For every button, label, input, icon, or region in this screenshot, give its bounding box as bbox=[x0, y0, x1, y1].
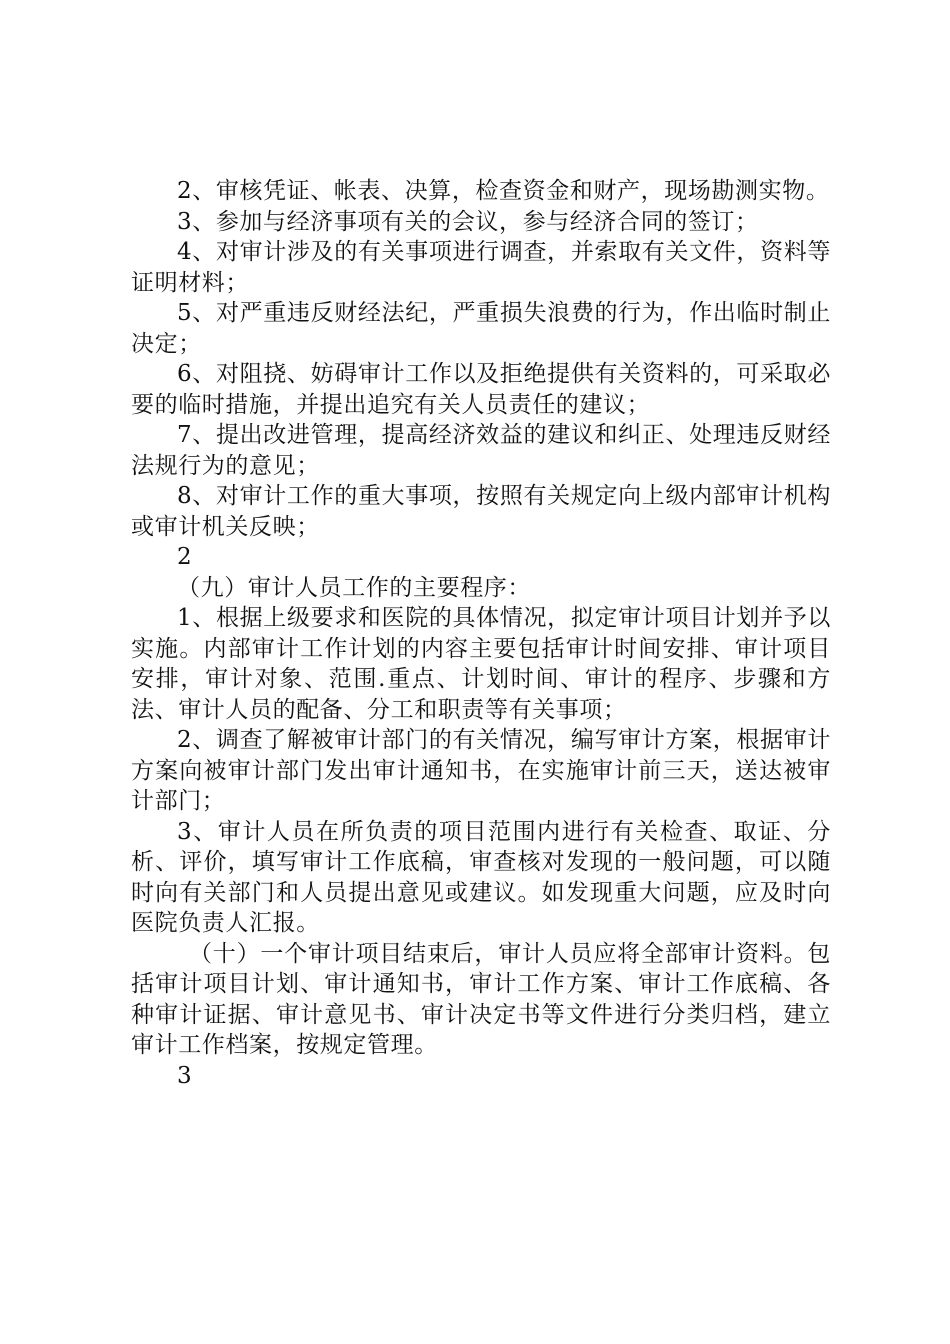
list-item-6: 6、对阻挠、妨碍审计工作以及拒绝提供有关资料的，可采取必要的临时措施，并提出追究有关人员责任的建议； bbox=[131, 361, 831, 418]
page-number: 2 bbox=[177, 544, 193, 570]
list-item-3: 3、参加与经济事项有关的会议，参与经济合同的签订； bbox=[177, 208, 759, 235]
procedure-item-2: 2、调查了解被审计部门的有关情况，编写审计方案，根据审计方案向被审计部门发出审计通知书，在实施审计前三天，送达被审计部门； bbox=[131, 727, 831, 814]
list-item-8: 8、对审计工作的重大事项，按照有关规定向上级内部审计机构或审计机关反映； bbox=[131, 483, 831, 540]
procedure-item-3: 3、审计人员在所负责的项目范围内进行有关检查、取证、分析、评价，填写审计工作底稿，审查核对发现的一般问题，可以随时向有关部门和人员提出意见或建议。如发现重大问题，应及时向医院负责人汇报。 bbox=[131, 818, 831, 936]
list-item-2: 2、审核凭证、帐表、决算，检查资金和财产，现场勘测实物。 bbox=[177, 178, 830, 204]
procedure-item-1: 1、根据上级要求和医院的具体情况，拟定审计项目计划并予以实施。内部审计工作计划的内容主要包括审计时间安排、审计项目安排，审计对象、范围.重点、计划时间、审计的程序、步骤和方法、审计人员的配备、分工和职责等有关事项； bbox=[131, 605, 831, 723]
page-number: 3 bbox=[177, 1062, 193, 1089]
list-item-5: 5、对严重违反财经法纪，严重损失浪费的行为，作出临时制止决定； bbox=[131, 300, 831, 357]
section-heading-nine: （九）审计人员工作的主要程序： bbox=[177, 574, 531, 601]
section-ten-paragraph: （十）一个审计项目结束后，审计人员应将全部审计资料。包括审计项目计划、审计通知书，审计工作方案、审计工作底稿、各种审计证据、审计意见书、审计决定书等文件进行分类归档，建立审计工作档案，按规定管理。 bbox=[131, 940, 831, 1058]
list-item-7: 7、提出改进管理，提高经济效益的建议和纠正、处理违反财经法规行为的意见； bbox=[131, 422, 831, 479]
document-body bbox=[131, 176, 831, 1091]
list-item-4: 4、对审计涉及的有关事项进行调查，并索取有关文件，资料等证明材料； bbox=[131, 239, 831, 296]
